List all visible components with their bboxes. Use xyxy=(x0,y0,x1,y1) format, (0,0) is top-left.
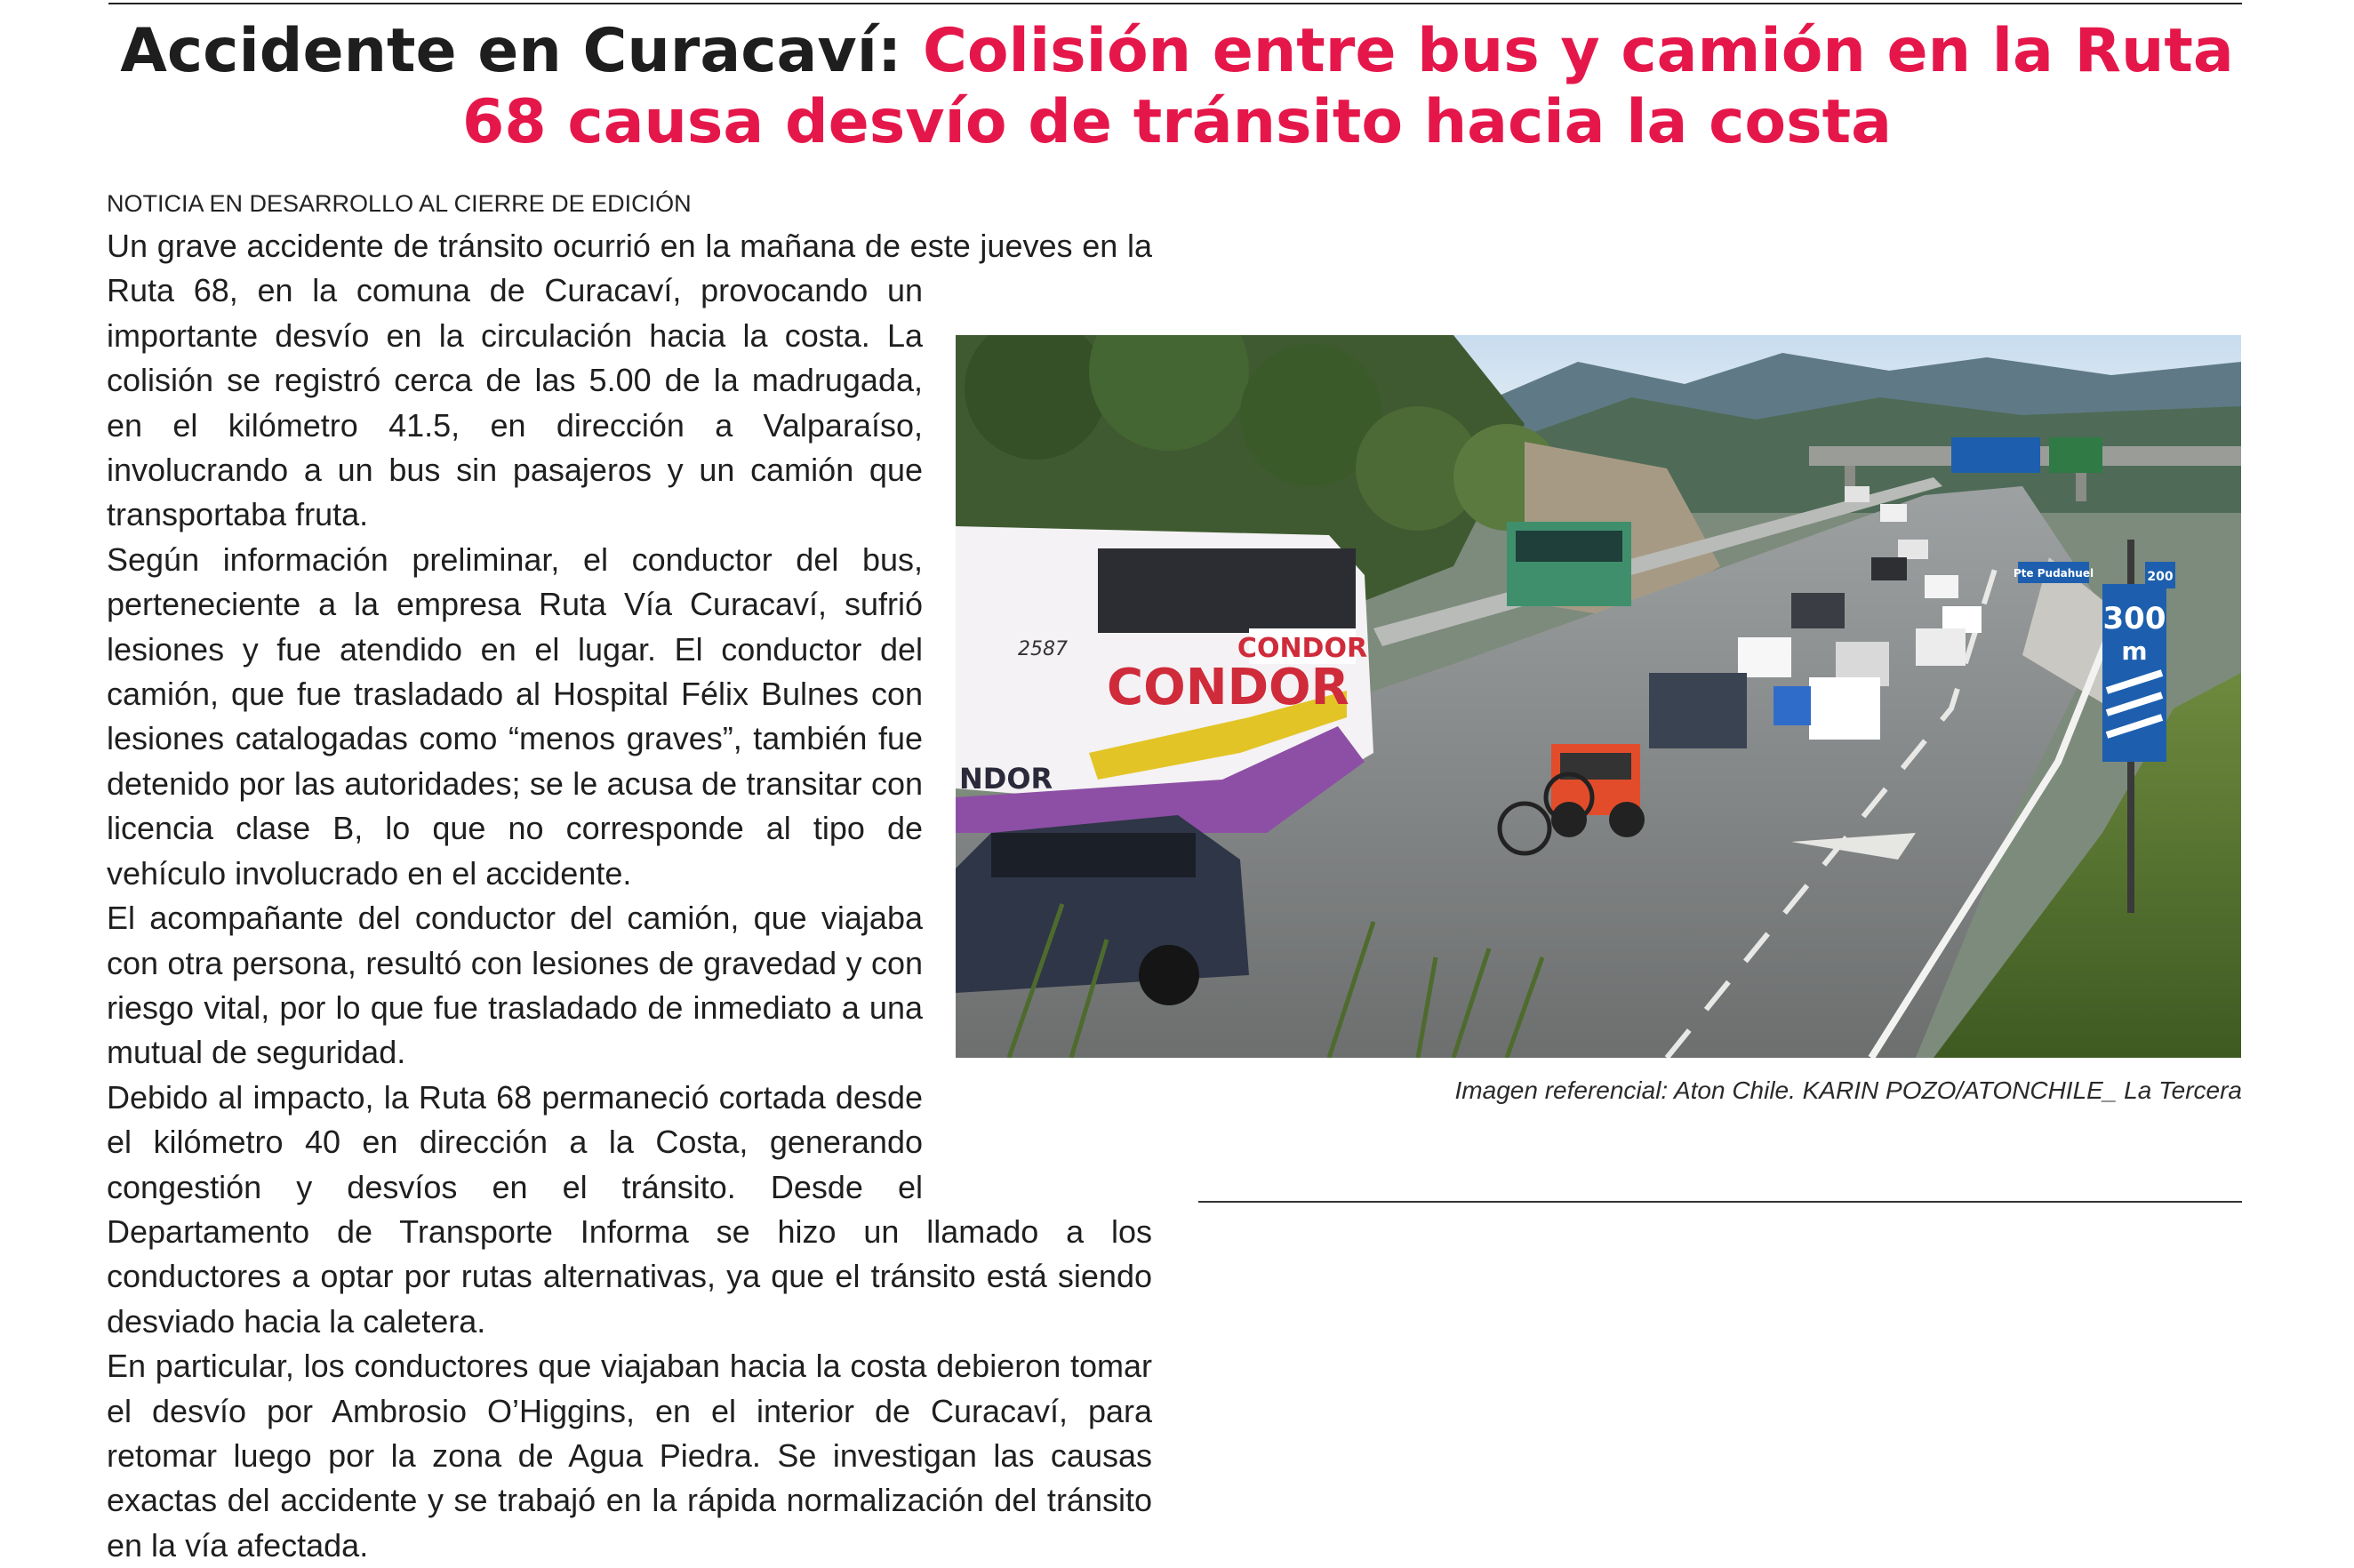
distance-sign-200: 200 xyxy=(2147,570,2174,584)
top-rule xyxy=(108,3,2242,4)
paragraph-3: El acompañante del conductor del camión, que viajaba con otra persona, resultó con lesiones de gravedad y con riesgo vital, por lo que fue trasladado de inmediato a una mutual de seguridad. xyxy=(107,900,923,1071)
bus-brand-large: CONDOR xyxy=(1107,659,1349,716)
paragraph-5: En particular, los conductores que viajaban hacia la costa debieron tomar el desvío por Ambrosio O’Higgins, en el interior de Curacaví, para retomar luego por la zona de Agua Piedra. Se investigan las causas exactas del accidente y se trabajó en la rápida normalización del tránsito en la vía afectada. xyxy=(107,1348,1152,1564)
headline-main: Colisión entre bus y camión en la Ruta 68 causa desvío de tránsito hacia la costa xyxy=(462,16,2234,157)
paragraph-4: Debido al impacto, la Ruta 68 permaneció cortada desde el kilómetro 40 en dirección a la Costa, generando congestión y desvíos en el tránsito. Desde el Departamento de Transporte Informa se hizo un llamado a los conductores a optar por rutas alternativas, ya que el tránsito está siendo desviado hacia la caletera. xyxy=(107,1078,1152,1340)
bus-brand-small: CONDOR xyxy=(1237,633,1368,664)
distance-sign-m: m xyxy=(2121,636,2148,666)
distance-sign-300: 300 xyxy=(2102,601,2166,636)
bus-side-text: NDOR xyxy=(959,762,1053,796)
bottom-rule xyxy=(1198,1201,2242,1203)
paragraph-2: Según información preliminar, el conductor del bus, perteneciente a la empresa Ruta Vía Curacaví, sufrió lesiones y fue atendido en el lugar. El conductor del camión, que fue trasladado al Hospital Félix Bulnes con lesiones catalogadas como “menos graves”, también fue detenido por las autoridades; se le acusa de transitar con licencia clase B, lo que no corresponde al tipo de vehículo involucrado en el accidente. xyxy=(107,540,923,892)
overline: NOTICIA EN DESARROLLO AL CIERRE DE EDICIÓN xyxy=(107,190,692,217)
photo-caption: Imagen referencial: Aton Chile. KARIN POZO/ATONCHILE_ La Tercera xyxy=(1454,1076,2242,1104)
news-photo xyxy=(956,335,2241,1058)
paragraph-1: Un grave accidente de tránsito ocurrió en la mañana de este jueves en la Ruta 68, en la comuna de Curacaví, provocando un importante desvío en la circulación hacia la costa. La colisión se registró cerca de las 5.00 de la madrugada, en el kilómetro 41.5, en dirección a Valparaíso, involucrando a un bus sin pasajeros y un camión que transportaba fruta. xyxy=(107,228,1152,533)
exit-sign: Pte Pudahuel xyxy=(2013,567,2094,580)
highway-traffic-illustration xyxy=(956,335,2241,1058)
headline xyxy=(98,16,2256,158)
bus-number: 2587 xyxy=(1018,638,1068,660)
headline-kicker: Accidente en Curacaví: xyxy=(120,16,902,86)
